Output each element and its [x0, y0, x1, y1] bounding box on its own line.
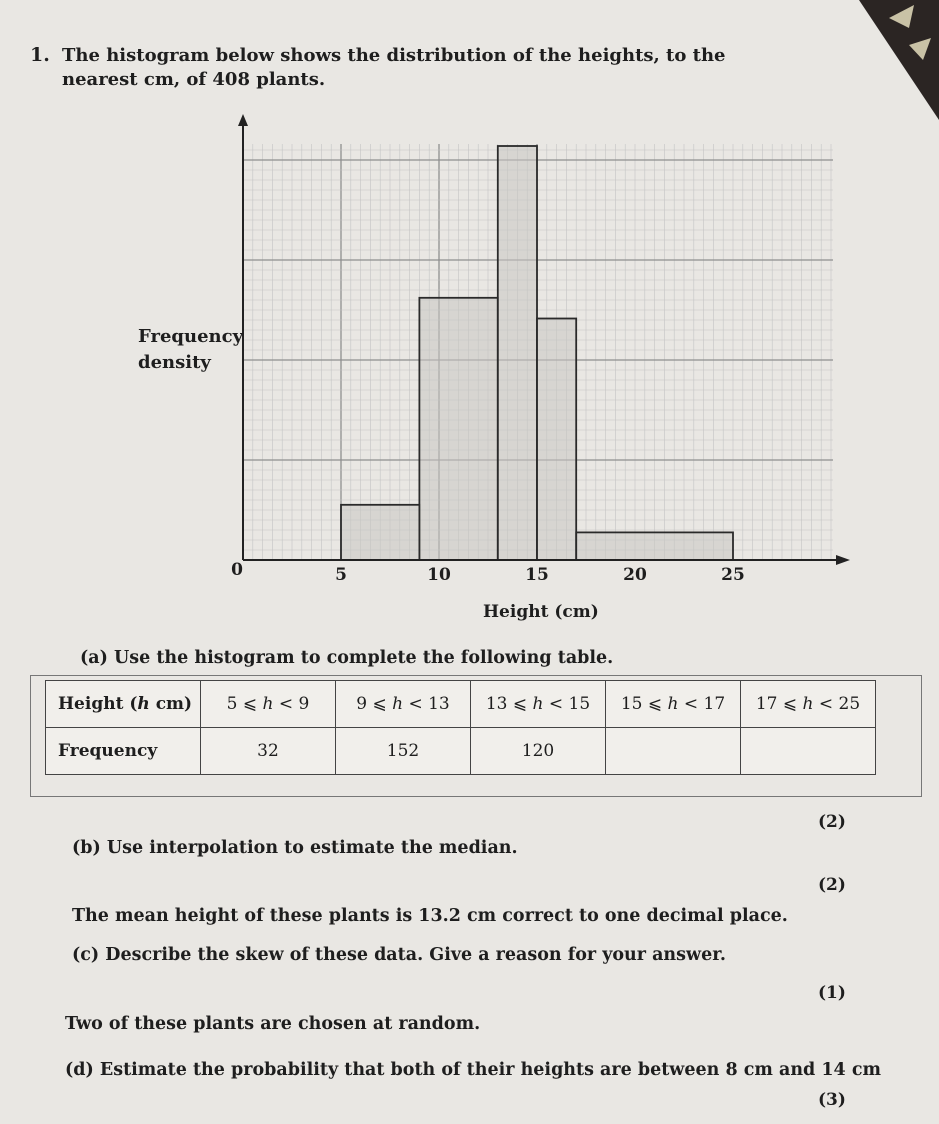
part-b-text: (b) Use interpolation to estimate the median.: [72, 838, 518, 858]
part-a-text: (a) Use the histogram to complete the following table.: [80, 648, 614, 668]
frequency-cell[interactable]: 120: [471, 728, 606, 775]
interval-cell: 5 ⩽ h < 9: [201, 681, 336, 728]
interval-cell: 15 ⩽ h < 17: [606, 681, 741, 728]
frequency-cell[interactable]: 32: [201, 728, 336, 775]
marks-part-a: (2): [818, 812, 846, 832]
x-tick-label: 10: [427, 565, 451, 585]
random-statement: Two of these plants are chosen at random.: [65, 1014, 481, 1034]
x-tick-label: 5: [335, 565, 347, 585]
frequency-cell[interactable]: [606, 728, 741, 775]
interval-cell: 13 ⩽ h < 15: [471, 681, 606, 728]
row-header-frequency: Frequency: [46, 728, 201, 775]
marks-part-b: (2): [818, 875, 846, 895]
x-tick-label: 25: [721, 565, 745, 585]
histogram-bar: [498, 146, 537, 560]
x-axis-label: Height (cm): [483, 602, 599, 622]
marks-part-d: (3): [818, 1090, 846, 1110]
marks-part-c: (1): [818, 983, 846, 1003]
y-axis-arrow-icon: [238, 114, 248, 126]
question-text: The histogram below shows the distribution of the heights, to the nearest cm, of 408 plants.: [62, 45, 726, 90]
histogram-bar: [537, 319, 576, 561]
x-tick-label: 20: [623, 565, 647, 585]
y-axis-label: Frequency density: [138, 326, 244, 373]
x-axis-arrow-icon: [836, 555, 850, 565]
x-tick-label: 15: [525, 565, 549, 585]
part-d-text: (d) Estimate the probability that both of their heights are between 8 cm and 14 cm: [65, 1060, 881, 1080]
x-tick-labels: [231, 560, 745, 585]
frequency-cell[interactable]: 152: [336, 728, 471, 775]
histogram-bar: [419, 298, 497, 560]
frequency-table: [45, 680, 876, 775]
row-header-height: Height (h cm): [46, 681, 201, 728]
histogram-bar: [341, 505, 419, 560]
frequency-cell[interactable]: [741, 728, 876, 775]
interval-cell: 9 ⩽ h < 13: [336, 681, 471, 728]
x-tick-label: 0: [231, 560, 243, 580]
histogram-bar: [576, 532, 733, 560]
mean-statement: The mean height of these plants is 13.2 cm correct to one decimal place.: [72, 906, 788, 926]
interval-cell: 17 ⩽ h < 25: [741, 681, 876, 728]
table-row: [46, 681, 876, 728]
table-row: [46, 728, 876, 775]
question-number: 1.: [30, 44, 50, 66]
part-c-text: (c) Describe the skew of these data. Give a reason for your answer.: [72, 945, 726, 965]
